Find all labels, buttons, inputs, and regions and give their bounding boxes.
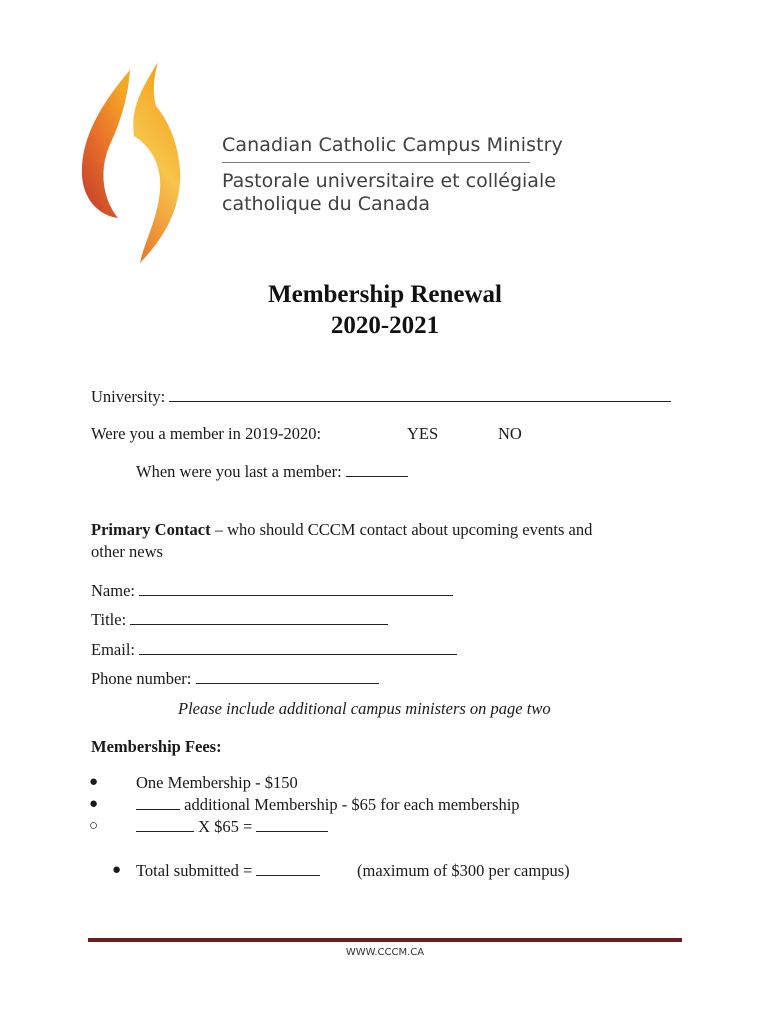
university-field[interactable] <box>169 387 671 402</box>
calc-result-field[interactable] <box>256 817 328 832</box>
calc-count-field[interactable] <box>136 817 194 832</box>
university-row <box>91 387 671 407</box>
email-label: Email: <box>91 640 135 659</box>
member-question: Were you a member in 2019-2020: <box>91 424 322 443</box>
email-field[interactable] <box>139 640 457 655</box>
phone-field[interactable] <box>196 669 379 684</box>
additional-ministers-note: Please include additional campus ministers on page two <box>178 699 551 718</box>
org-name-french-line1: Pastorale universitaire et collégiale <box>222 170 556 192</box>
primary-contact-heading: Primary Contact <box>91 520 211 539</box>
yes-option[interactable]: YES <box>407 424 439 443</box>
email-row <box>91 640 457 660</box>
ccm-flame-logo <box>72 58 182 268</box>
fee-additional-text: additional Membership - $65 for each membership <box>180 795 520 814</box>
membership-fees-heading: Membership Fees: <box>91 737 222 756</box>
total-field[interactable] <box>256 861 320 876</box>
name-row <box>91 581 453 601</box>
primary-contact-line2: other news <box>91 542 163 561</box>
name-label: Name: <box>91 581 135 600</box>
name-field[interactable] <box>139 581 453 596</box>
title-row <box>91 610 388 630</box>
last-member-label: When were you last a member: <box>136 462 342 481</box>
university-label: University: <box>91 387 166 406</box>
total-label: Total submitted = <box>136 861 257 880</box>
total-row <box>136 861 320 881</box>
phone-row <box>91 669 379 689</box>
form-year: 2020-2021 <box>330 312 440 339</box>
primary-contact-description: – who should CCCM contact about upcoming events and <box>210 520 593 539</box>
org-name-english: Canadian Catholic Campus Ministry <box>222 134 563 156</box>
no-option[interactable]: NO <box>498 424 522 443</box>
fee-calc-text: X $65 = <box>194 817 257 836</box>
additional-count-field[interactable] <box>136 795 180 810</box>
fee-calculation-row <box>136 817 328 837</box>
last-member-row <box>136 462 408 482</box>
fee-additional-row <box>136 795 520 815</box>
footer-url[interactable]: WWW.CCCM.CA <box>345 947 425 958</box>
title-label: Title: <box>91 610 127 629</box>
fee-bullet-2: ● <box>89 796 99 812</box>
primary-contact-line1 <box>91 520 592 540</box>
footer-rule <box>88 938 682 942</box>
fee-bullet-3: ○ <box>89 818 99 834</box>
form-title: Membership Renewal <box>268 281 502 308</box>
title-field[interactable] <box>130 610 388 625</box>
org-name-french-line2: catholique du Canada <box>222 193 431 215</box>
total-bullet: ● <box>112 862 122 878</box>
phone-label: Phone number: <box>91 669 192 688</box>
fee-one-membership: One Membership - $150 <box>136 773 298 792</box>
last-member-field[interactable] <box>346 462 408 477</box>
total-maximum-note: (maximum of $300 per campus) <box>357 861 570 880</box>
logo-divider <box>222 162 530 163</box>
fee-bullet-1: ● <box>89 774 99 790</box>
